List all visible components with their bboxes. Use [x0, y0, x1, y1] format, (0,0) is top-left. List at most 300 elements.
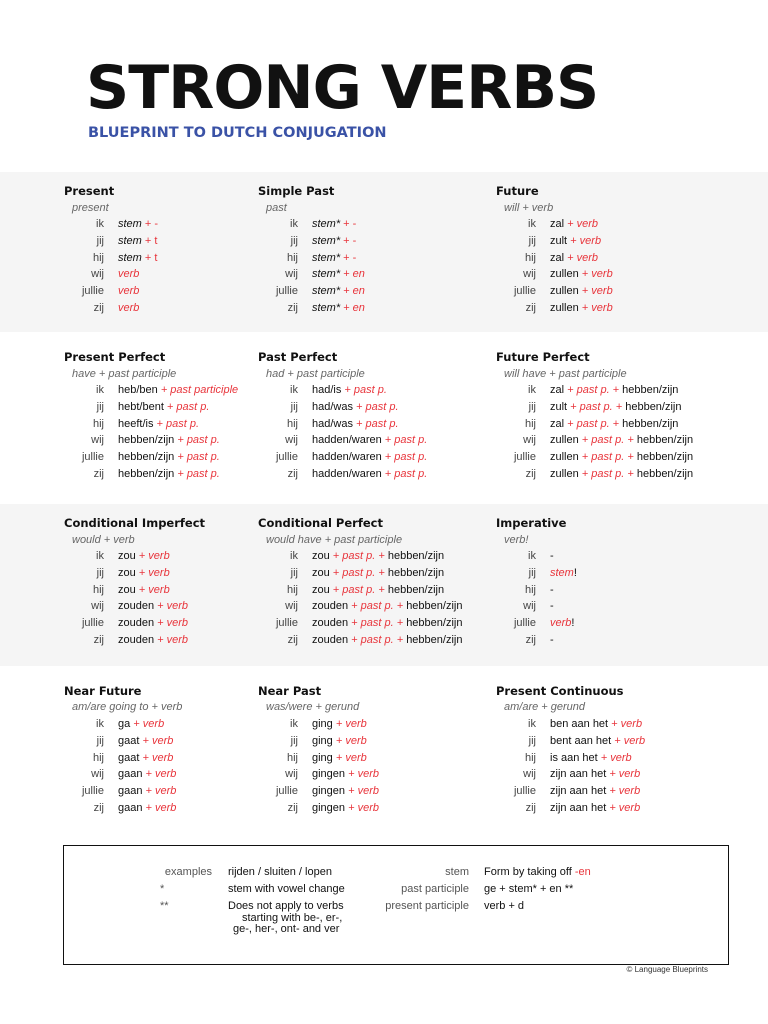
verb-form-ending: + past p. [381, 468, 428, 480]
verb-form-base: stem [118, 218, 142, 230]
pronoun-label: jij [528, 234, 536, 247]
pronoun-label: jij [528, 734, 536, 747]
verb-form-base: had/was [312, 400, 353, 413]
legend-double-star-line-1: Does not apply to verbs [228, 900, 344, 912]
verb-form [312, 802, 379, 814]
verb-form-base: gaan [118, 785, 143, 798]
tense-name: Present [64, 184, 115, 198]
pronoun-label: jullie [513, 451, 536, 464]
verb-form-base: stem* [312, 268, 341, 281]
verb-form-base: zou [118, 566, 136, 579]
verb-form [312, 235, 356, 247]
pronoun-label: hij [92, 251, 104, 264]
verb-form [118, 401, 209, 413]
verb-form-ending: + past p. + [564, 417, 623, 430]
verb-form [550, 617, 574, 629]
verb-form-base: hebben/zijn [622, 417, 679, 430]
verb-form [312, 718, 367, 730]
verb-form-base: - [550, 583, 554, 596]
verb-form-base: zouden [118, 617, 155, 630]
verb-form-ending: + verb [130, 718, 165, 730]
verb-form-ending: + verb [135, 583, 170, 596]
pronoun-label: jullie [513, 785, 536, 798]
tense-name: Future Perfect [496, 350, 590, 364]
verb-form-ending: + en [340, 302, 365, 314]
verb-form-ending: + verb [154, 600, 189, 613]
tense-name: Present Perfect [64, 350, 166, 364]
verb-form-base: hebben/zijn [636, 451, 694, 464]
verb-form-ending: + verb [135, 566, 170, 579]
pronoun-label: jullie [513, 285, 536, 298]
pronoun-label: zij [525, 802, 536, 814]
verb-form-base: hebben/zijn [387, 550, 445, 562]
verb-form-ending: + verb [332, 734, 367, 747]
verb-form-ending: + past p. + [578, 434, 637, 447]
verb-form-base: zou [118, 583, 136, 596]
verb-form-base: had/is [312, 384, 342, 396]
verb-form [118, 285, 139, 297]
tense-band-3 [0, 504, 768, 666]
pronoun-label: jullie [275, 451, 298, 464]
pronoun-label: hij [286, 583, 298, 596]
pronoun-label: jullie [275, 285, 298, 298]
pronoun-label: zij [93, 802, 104, 814]
pronoun-label: ik [96, 718, 104, 730]
verb-form [550, 718, 642, 730]
pronoun-label: jij [96, 234, 104, 247]
pronoun-label: ik [290, 550, 298, 562]
verb-form [550, 768, 640, 780]
verb-form-base: zal [550, 251, 565, 264]
verb-form [312, 384, 387, 396]
verb-form-base: zou [118, 550, 136, 562]
verb-form-base: hadden/waren [312, 451, 382, 464]
pronoun-label: ik [528, 550, 536, 562]
verb-form-base: heb/ben [118, 384, 158, 396]
verb-form [550, 785, 640, 797]
pronoun-label: wij [285, 268, 298, 281]
verb-form-base: hebben/zijn [387, 583, 445, 596]
verb-form-ending: + verb [564, 218, 598, 230]
tense-formula: would have + past participle [266, 534, 403, 546]
verb-form [550, 302, 613, 314]
pronoun-label: ik [290, 218, 298, 230]
pronoun-label: wij [91, 434, 104, 447]
pronoun-label: jullie [81, 617, 104, 630]
pronoun-label: jullie [81, 785, 104, 798]
tense-formula: have + past participle [72, 368, 177, 380]
verb-form-ending: + past p. [352, 400, 399, 413]
verb-form-base: hebben/zijn [406, 617, 463, 630]
verb-form [550, 735, 645, 747]
verb-form-base: ben aan het [550, 718, 609, 730]
legend-present-participle-label: present participle [385, 900, 469, 912]
verb-form [550, 634, 554, 646]
verb-form-base: hadden/waren [312, 468, 382, 480]
pronoun-label: hij [92, 583, 104, 596]
verb-form [550, 252, 598, 264]
pronoun-label: jullie [81, 285, 104, 298]
legend-stem-label: stem [445, 866, 469, 878]
legend-double-star-label: ** [160, 900, 169, 912]
verb-form-base: zullen [550, 451, 579, 464]
verb-form [550, 401, 682, 413]
verb-form-ending: + verb [332, 751, 367, 764]
legend-box [63, 845, 729, 965]
verb-form-base: heeft/is [118, 417, 154, 430]
verb-form-ending: + verb [564, 251, 598, 264]
legend-star-label: * [160, 883, 165, 895]
verb-form-base: - [550, 634, 554, 646]
pronoun-label: jullie [275, 785, 298, 798]
verb-form-ending: + verb [606, 785, 641, 798]
verb-form-ending: + past participle [157, 384, 239, 396]
verb-form-ending: + verb [597, 751, 632, 764]
verb-form-ending: + past p. + [564, 384, 623, 396]
verb-form-ending: + past p. + [348, 634, 407, 646]
verb-form-ending: + past p. [153, 417, 200, 430]
verb-form-ending: + past p. [381, 434, 428, 447]
verb-form-ending: + verb [606, 802, 641, 814]
verb-form [118, 752, 173, 764]
legend-examples-value: rijden / sluiten / lopen [228, 866, 332, 878]
verb-form-base: gaan [118, 802, 143, 814]
tense-formula: present [72, 202, 109, 214]
legend-double-star-line-3: ge-, her-, ont- and ver [233, 923, 340, 935]
verb-form-ending: + verb [611, 734, 646, 747]
verb-form-base: zijn aan het [550, 785, 607, 798]
verb-form [312, 634, 462, 646]
verb-form-base: hebben/zijn [636, 434, 694, 447]
verb-form-ending: verb [118, 302, 140, 314]
verb-form-ending: + - [141, 218, 159, 230]
verb-form-base: hebben/zijn [406, 600, 463, 613]
verb-form [118, 235, 157, 247]
verb-form-base: gingen [312, 785, 346, 798]
verb-form-ending: + t [141, 251, 158, 264]
tense-formula: am/are going to + verb [72, 701, 183, 713]
pronoun-label: zij [525, 634, 536, 646]
verb-form-ending: + - [340, 218, 357, 230]
verb-form-ending: verb [118, 268, 140, 281]
verb-form [550, 451, 693, 463]
verb-form [118, 550, 170, 562]
verb-form-ending: + verb [142, 802, 177, 814]
verb-form [550, 268, 613, 280]
legend-past-participle-value: ge + stem* + en ** [484, 883, 574, 895]
verb-form-ending: + past p. + [578, 451, 637, 464]
pronoun-label: hij [524, 251, 536, 264]
pronoun-label: wij [91, 600, 104, 613]
verb-form-base: ga [118, 718, 131, 730]
verb-form-base: gingen [312, 802, 346, 814]
verb-form-ending: verb [550, 617, 572, 630]
pronoun-label: ik [96, 384, 104, 396]
pronoun-label: zij [93, 634, 104, 646]
verb-form-base: hebt/bent [118, 400, 164, 413]
verb-form-base: hebben/zijn [625, 400, 682, 413]
verb-form-base: zal [550, 384, 565, 396]
pronoun-label: jij [528, 400, 536, 413]
pronoun-label: hij [524, 751, 536, 764]
verb-form-base: gaan [118, 768, 143, 781]
legend-stem-value: Form by taking off -en [484, 866, 591, 878]
verb-form-ending: + - [340, 234, 357, 247]
verb-form-base: stem* [312, 302, 341, 314]
verb-form-base: zijn aan het [550, 768, 607, 781]
legend-star-value: stem with vowel change [228, 883, 345, 895]
pronoun-label: ik [290, 384, 298, 396]
verb-form-ending: + verb [139, 751, 174, 764]
verb-form [312, 752, 367, 764]
tense-formula: past [266, 202, 287, 214]
verb-form [118, 268, 139, 280]
pronoun-label: ik [96, 550, 104, 562]
pronoun-label: jullie [513, 617, 536, 630]
verb-form-base: zouden [118, 600, 155, 613]
verb-form [550, 567, 577, 579]
pronoun-label: ik [528, 384, 536, 396]
verb-form-base: hebben/zijn [622, 384, 679, 396]
verb-form [118, 735, 173, 747]
verb-form-base: zult [550, 400, 568, 413]
pronoun-label: zij [287, 468, 298, 480]
verb-form-ending: + verb [142, 768, 177, 781]
pronoun-label: ik [528, 718, 536, 730]
tense-formula: would + verb [72, 534, 135, 546]
pronoun-label: jij [290, 734, 298, 747]
verb-form [118, 384, 238, 396]
verb-form [550, 235, 601, 247]
pronoun-label: wij [523, 600, 536, 613]
pronoun-label: jij [290, 566, 298, 579]
verb-form [118, 451, 220, 463]
pronoun-label: hij [286, 751, 298, 764]
verb-form-base: - [550, 550, 554, 562]
verb-form-ending: + t [141, 234, 158, 247]
pronoun-label: hij [92, 417, 104, 430]
tense-name: Near Future [64, 684, 142, 698]
verb-form-ending: + verb [135, 550, 170, 562]
pronoun-label: wij [285, 434, 298, 447]
verb-form-ending: + verb [345, 802, 379, 814]
verb-form-base: ging [312, 734, 333, 747]
pronoun-label: ik [528, 218, 536, 230]
verb-form [312, 434, 427, 446]
verb-form-base: hebben/zijn [118, 434, 175, 447]
verb-form-base: zijn aan het [550, 802, 607, 814]
page-subtitle: BLUEPRINT TO DUTCH CONJUGATION [88, 125, 387, 141]
tense-band-4 [0, 672, 768, 832]
legend-double-star-line-2: starting with be-, er-, [242, 912, 343, 924]
pronoun-label: jullie [275, 617, 298, 630]
verb-form-ending: + past p. [381, 451, 428, 464]
pronoun-label: jij [96, 734, 104, 747]
verb-form-base: ging [312, 718, 333, 730]
verb-form-base: ging [312, 751, 333, 764]
pronoun-label: zij [93, 468, 104, 480]
verb-form-base: zou [312, 566, 330, 579]
pronoun-label: hij [524, 583, 536, 596]
verb-form-base: stem [118, 234, 142, 247]
pronoun-label: wij [523, 268, 536, 281]
verb-form-base: is aan het [550, 751, 598, 764]
verb-form-base: hebben/zijn [118, 468, 175, 480]
verb-form [312, 285, 365, 297]
page-title: STRONG VERBS [86, 53, 599, 123]
verb-form-base: zullen [550, 434, 579, 447]
verb-form-ending: + past p. + [348, 617, 407, 630]
pronoun-label: zij [525, 468, 536, 480]
verb-form-ending: + en [340, 268, 365, 281]
verb-form-ending: + past p. + [578, 468, 637, 480]
verb-form [550, 468, 693, 480]
verb-form-ending: + verb [578, 285, 613, 298]
tense-name: Simple Past [258, 184, 335, 198]
verb-form-base: zou [312, 583, 330, 596]
verb-form-base: stem* [312, 234, 341, 247]
tense-name: Present Continuous [496, 684, 624, 698]
legend-present-participle-value: verb + d [484, 900, 525, 912]
verb-form-base: zal [550, 417, 565, 430]
tense-name: Future [496, 184, 539, 198]
verb-form [312, 451, 427, 463]
verb-form [312, 550, 444, 562]
pronoun-label: ik [290, 718, 298, 730]
verb-form-ending: stem [550, 566, 574, 579]
verb-form-base: gaat [118, 734, 140, 747]
verb-form-base: zouden [118, 634, 155, 646]
legend-stem-suffix: -en [574, 866, 591, 878]
verb-form-ending: + past p. + [329, 583, 388, 596]
verb-form-base: bent aan het [550, 734, 612, 747]
verb-form [118, 600, 188, 612]
tense-name: Imperative [496, 516, 567, 530]
copyright-footer: © Language Blueprints [626, 965, 708, 974]
pronoun-label: zij [287, 634, 298, 646]
verb-form [312, 567, 444, 579]
verb-form-base: hebben/zijn [636, 468, 694, 480]
verb-form [118, 617, 188, 629]
verb-form-base: zal [550, 218, 565, 230]
verb-form [312, 401, 399, 413]
verb-form-base: ! [573, 566, 577, 579]
verb-form [312, 302, 365, 314]
tense-formula: will + verb [504, 202, 554, 214]
verb-form [550, 384, 678, 396]
pronoun-label: jij [528, 566, 536, 579]
verb-form [118, 302, 139, 314]
verb-form [550, 434, 693, 446]
verb-form [118, 252, 157, 264]
verb-form-ending: + verb [154, 617, 189, 630]
verb-form-base: stem* [312, 285, 341, 298]
pronoun-label: hij [524, 417, 536, 430]
verb-form-ending: + past p. + [329, 566, 388, 579]
verb-form-base: stem* [312, 218, 341, 230]
verb-form [118, 218, 158, 230]
pronoun-label: zij [287, 302, 298, 314]
verb-form-ending: + verb [345, 768, 379, 781]
verb-form-ending: + verb [139, 734, 174, 747]
verb-form [312, 600, 462, 612]
verb-form-ending: + verb [345, 785, 379, 798]
verb-form [550, 418, 678, 430]
pronoun-label: wij [91, 768, 104, 781]
legend-past-participle-label: past participle [401, 883, 469, 895]
verb-form [550, 584, 554, 596]
verb-form [550, 550, 554, 562]
verb-form [118, 634, 188, 646]
verb-form [312, 768, 379, 780]
verb-form [312, 268, 365, 280]
pronoun-label: jij [290, 234, 298, 247]
verb-form-ending: + past p. + [348, 600, 407, 613]
verb-form [118, 434, 220, 446]
verb-form-ending: + verb [332, 718, 367, 730]
pronoun-label: zij [287, 802, 298, 814]
verb-form-base: stem* [312, 251, 341, 264]
pronoun-label: jij [96, 566, 104, 579]
pronoun-label: wij [523, 768, 536, 781]
verb-form [550, 752, 632, 764]
verb-form [312, 468, 427, 480]
tense-formula: verb! [504, 534, 529, 546]
pronoun-label: jij [290, 400, 298, 413]
verb-form [550, 802, 640, 814]
verb-form [312, 418, 399, 430]
verb-form-base: - [550, 600, 554, 613]
pronoun-label: hij [286, 251, 298, 264]
pronoun-label: zij [93, 302, 104, 314]
verb-form [312, 735, 367, 747]
verb-form-ending: + verb [606, 768, 641, 781]
verb-form [118, 768, 176, 780]
legend-examples-label: examples [164, 866, 212, 878]
verb-form-ending: + verb [578, 268, 613, 281]
verb-form [118, 468, 220, 480]
verb-form [118, 418, 199, 430]
pronoun-label: jij [96, 400, 104, 413]
verb-form-base: had/was [312, 417, 353, 430]
tense-band-2 [0, 338, 768, 498]
pronoun-label: hij [286, 417, 298, 430]
pronoun-label: zij [525, 302, 536, 314]
verb-form-base: hebben/zijn [406, 634, 463, 646]
verb-form [118, 802, 176, 814]
verb-form-base: hadden/waren [312, 434, 382, 447]
verb-form-base: zult [550, 234, 568, 247]
verb-form-base: zouden [312, 600, 349, 613]
verb-form-ending: + past p. [174, 434, 220, 447]
verb-form [118, 584, 170, 596]
tense-formula: am/are + gerund [504, 701, 586, 713]
verb-form-base: zou [312, 550, 330, 562]
verb-form-ending: verb [118, 285, 140, 298]
verb-form-ending: + verb [154, 634, 189, 646]
verb-form [118, 567, 170, 579]
verb-form-ending: + verb [578, 302, 613, 314]
verb-form-ending: + - [340, 251, 357, 264]
verb-form [312, 785, 379, 797]
pronoun-label: jullie [81, 451, 104, 464]
verb-form-base: zullen [550, 302, 579, 314]
tense-name: Conditional Perfect [258, 516, 383, 530]
tense-name: Near Past [258, 684, 322, 698]
verb-form-ending: + past p. [174, 468, 220, 480]
verb-form [312, 584, 444, 596]
verb-form-base: zouden [312, 617, 349, 630]
